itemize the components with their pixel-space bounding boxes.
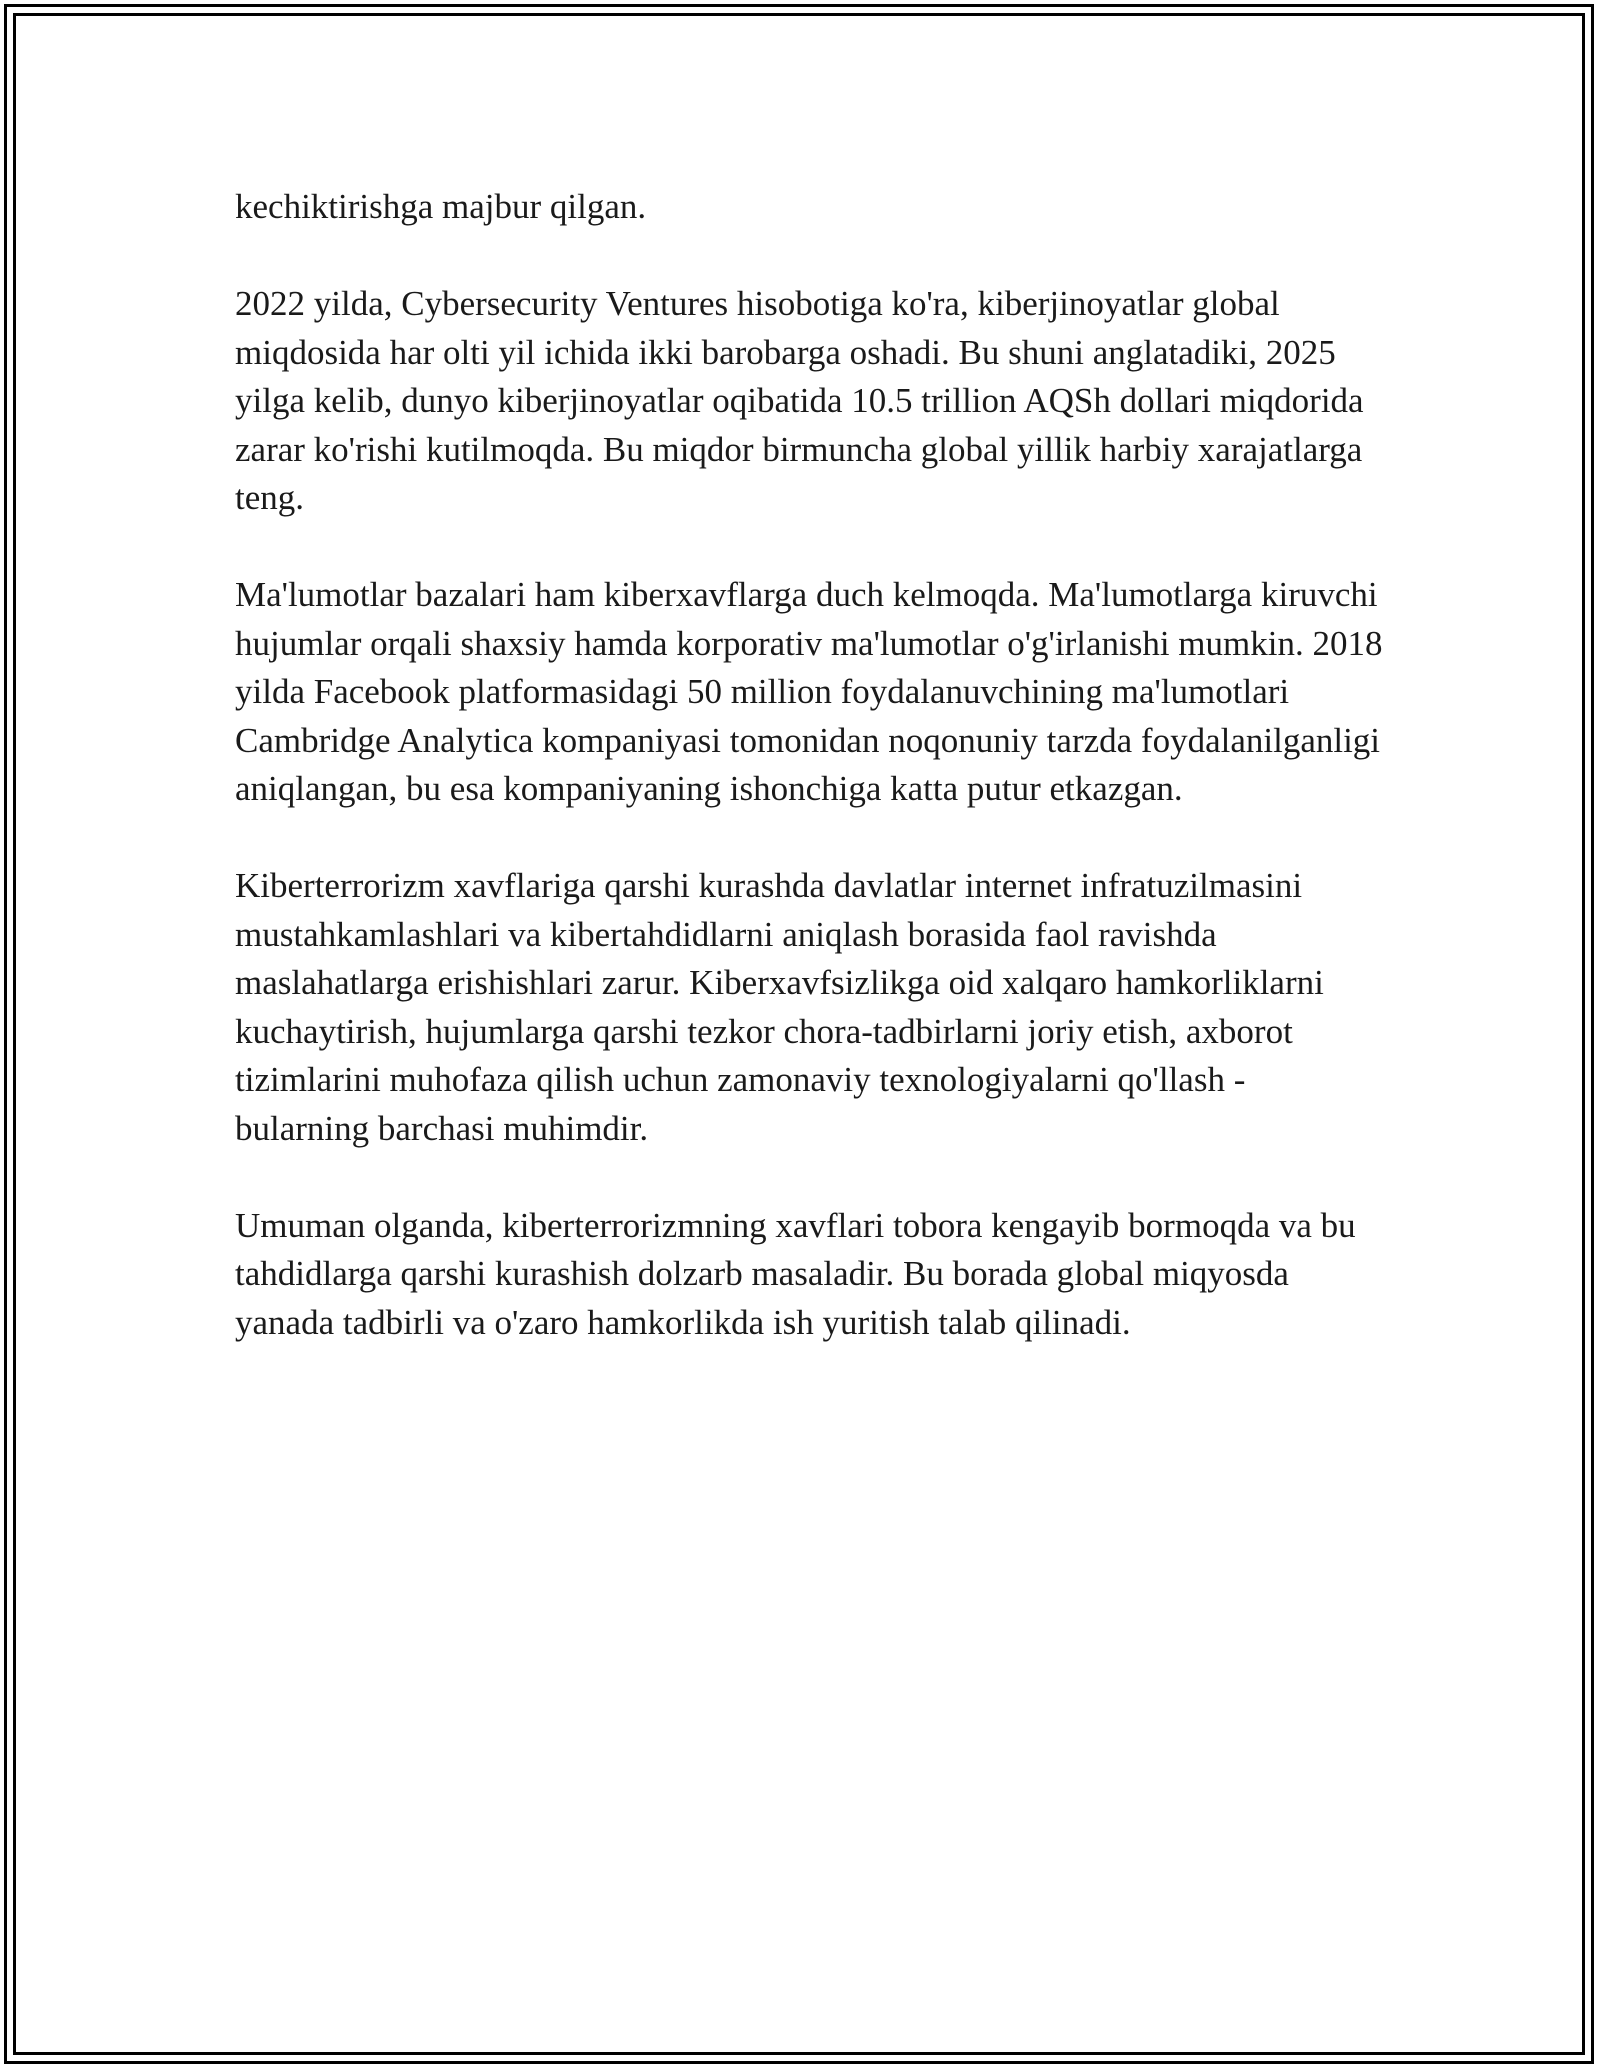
paragraph-4: Kiberterrorizm xavflariga qarshi kurashda davlatlar internet infratuzilmasini mustahkamlashlari va kibertahdidlarni aniqlash borasida faol ravishda maslahatlarga erishishlari zarur. Kiberxavfsizlikga oid xalqaro hamkorliklarni kuchaytirish, hujumlarga qarshi tezkor chora-tadbirlarni joriy etish, axborot tizimlarini muhofaza qilish uchun zamonaviy texnologiyalarni qo'llash - bularning barchasi muhimdir. bbox=[235, 866, 1324, 1148]
paragraph-3: Ma'lumotlar bazalari ham kiberxavflarga duch kelmoqda. Ma'lumotlarga kiruvchi hujumlar orqali shaxsiy hamda korporativ ma'lumotlar o'g'irlanishi mumkin. 2018 yilda Facebook platformasidagi 50 million foydalanuvchining ma'lumotlari Cambridge Analytica kompaniyasi tomonidan noqonuniy tarzda foydalanilganligi aniqlangan, bu esa kompaniyaning ishonchiga katta putur etkazgan. bbox=[235, 575, 1383, 808]
document-body bbox=[235, 183, 1385, 1396]
paragraph-5: Umuman olganda, kiberterrorizmning xavflari tobora kengayib bormoqda va bu tahdidlarga qarshi kurashish dolzarb masaladir. Bu borada global miqyosda yanada tadbirli va o'zaro hamkorlikda ish yuritish talab qilinadi. bbox=[235, 1205, 1356, 1342]
paragraph-2: 2022 yilda, Cybersecurity Ventures hisobotiga ko'ra, kiberjinoyatlar global miqdosida har olti yil ichida ikki barobarga oshadi. Bu shuni anglatadiki, 2025 yilga kelib, dunyo kiberjinoyatlar oqibatida 10.5 trillion AQSh dollari miqdorida zarar ko'rishi kutilmoqda. Bu miqdor birmuncha global yillik harbiy xarajatlarga teng. bbox=[235, 284, 1364, 517]
paragraph-1: kechiktirishga majbur qilgan. bbox=[235, 187, 647, 226]
